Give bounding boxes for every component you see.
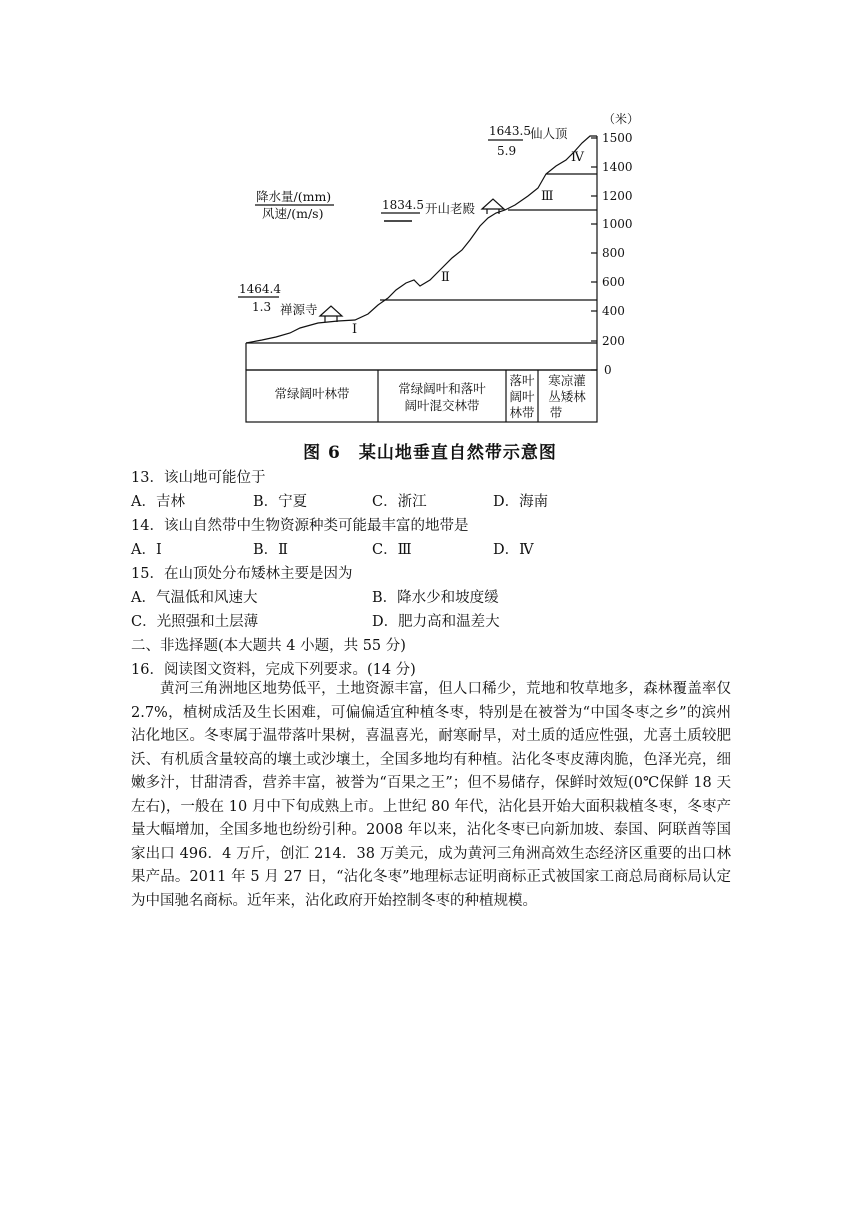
- question-options: [131, 490, 731, 514]
- belt-3-label-line1: 落叶: [509, 373, 535, 388]
- y-tick-label: 1400: [602, 160, 633, 174]
- station-name: 仙人顶: [530, 126, 568, 141]
- zone-label-4: Ⅳ: [571, 150, 584, 165]
- zone-label-1: Ⅰ: [352, 322, 358, 337]
- question-options: [131, 610, 731, 634]
- y-tick-label: 1200: [602, 189, 633, 203]
- belt-2-label-line1: 常绿阔叶和落叶: [398, 381, 486, 396]
- belt-3-label-line2: 阔叶: [509, 389, 535, 404]
- option-c: C．光照强和土层薄: [131, 614, 259, 630]
- station-wind: 5.9: [497, 144, 517, 158]
- belt-3-label-line3: 林带: [509, 405, 535, 420]
- belt-4-label-line3: 带: [549, 405, 563, 420]
- option-c: C．浙江: [372, 494, 427, 510]
- y-axis-unit: （米）: [603, 112, 640, 126]
- y-tick-label: 800: [602, 246, 625, 260]
- y-tick-label: 200: [602, 334, 625, 348]
- option-b: B．降水少和坡度缓: [372, 590, 499, 606]
- zone-label-2: Ⅱ: [441, 270, 450, 285]
- zone-label-3: Ⅲ: [541, 189, 554, 204]
- option-a: A．Ⅰ: [131, 542, 162, 558]
- belt-4-label-line2: 丛矮林: [548, 389, 586, 404]
- option-a: A．气温低和风速大: [131, 590, 258, 606]
- question-options: [131, 538, 731, 562]
- question-stem: 14．该山自然带中生物资源种类可能最丰富的地带是: [131, 518, 469, 534]
- y-tick-label: 0: [604, 363, 612, 377]
- multiple-choice-questions: [131, 466, 731, 682]
- question-stem: 13．该山地可能位于: [131, 470, 266, 486]
- section-title: 二、非选择题(本大题共 4 小题，共 55 分): [131, 638, 406, 654]
- station-name: 开山老殿: [425, 201, 476, 216]
- option-a: A．吉林: [131, 494, 185, 510]
- option-b: B．Ⅱ: [253, 542, 289, 558]
- station-precip: 1464.4: [239, 282, 281, 296]
- option-c: C．Ⅲ: [372, 542, 412, 558]
- y-tick-label: 1500: [602, 131, 633, 145]
- option-d: D．Ⅳ: [493, 542, 534, 558]
- question-stem: 15．在山顶处分布矮林主要是因为: [131, 566, 353, 582]
- belt-1-label: 常绿阔叶林带: [274, 386, 350, 401]
- option-d: D．海南: [493, 494, 549, 510]
- question-options: [131, 586, 731, 610]
- station-precip: 1643.5: [489, 124, 531, 138]
- y-tick-label: 1000: [602, 217, 633, 231]
- temple-icon-chanyuan: [320, 306, 342, 322]
- legend-precip-label: 降水量/(mm): [256, 189, 332, 204]
- option-d: D．肥力高和温差大: [372, 614, 500, 630]
- station-precip: 1834.5: [382, 198, 424, 212]
- reading-passage: 黄河三角洲地区地势低平，土地资源丰富，但人口稀少，荒地和牧草地多，森林覆盖率仅 2.7%，植树成活及生长困难，可偏偏适宜种植冬枣，特别是在被誉为“中国冬枣之乡”的滨州沾化地区。冬枣属于温带落叶果树，喜温喜光，耐寒耐旱，对土质的适应性强，尤喜土质较肥沃、有机质含量较高的壤土或沙壤土，全国多地均有种植。沾化冬枣皮薄肉脆，色泽光亮，细嫩多汁，甘甜清香，营养丰富，被誉为“百果之王”；但不易储存，保鲜时效短(0℃保鲜 18 天左右)，一般在 10 月中下旬成熟上市。上世纪 80 年代，沾化县开始大面积栽植冬枣，冬枣产量大幅增加，全国多地也纷纷引种。2008 年以来，沾化冬枣已向新加坡、泰国、阿联酋等国家出口 496．4 万斤，创汇 214．38 万美元，成为黄河三角洲高效生态经济区重要的出口林果产品。2011 年 5 月 27 日，“沾化冬枣”地理标志证明商标正式被国家工商总局商标局认定为中国驰名商标。近年来，沾化政府开始控制冬枣的种植规模。: [131, 681, 731, 909]
- station-name: 禅源寺: [280, 302, 318, 317]
- belt-2-label-line2: 阔叶混交林带: [404, 398, 480, 413]
- legend-wind-label: 风速/(m/s): [262, 206, 324, 221]
- question-16-stem: 16．阅读图文资料，完成下列要求。(14 分): [131, 662, 416, 678]
- station-wind: 1.3: [252, 300, 272, 314]
- y-tick-label: 600: [602, 275, 625, 289]
- option-b: B．宁夏: [253, 494, 308, 510]
- figure-caption: 图 6 某山地垂直自然带示意图: [303, 443, 557, 463]
- vertical-zone-figure: [0, 0, 860, 470]
- mountain-profile-diagram: [0, 0, 860, 440]
- y-tick-label: 400: [602, 304, 625, 318]
- belt-4-label-line1: 寒凉灌: [548, 373, 586, 388]
